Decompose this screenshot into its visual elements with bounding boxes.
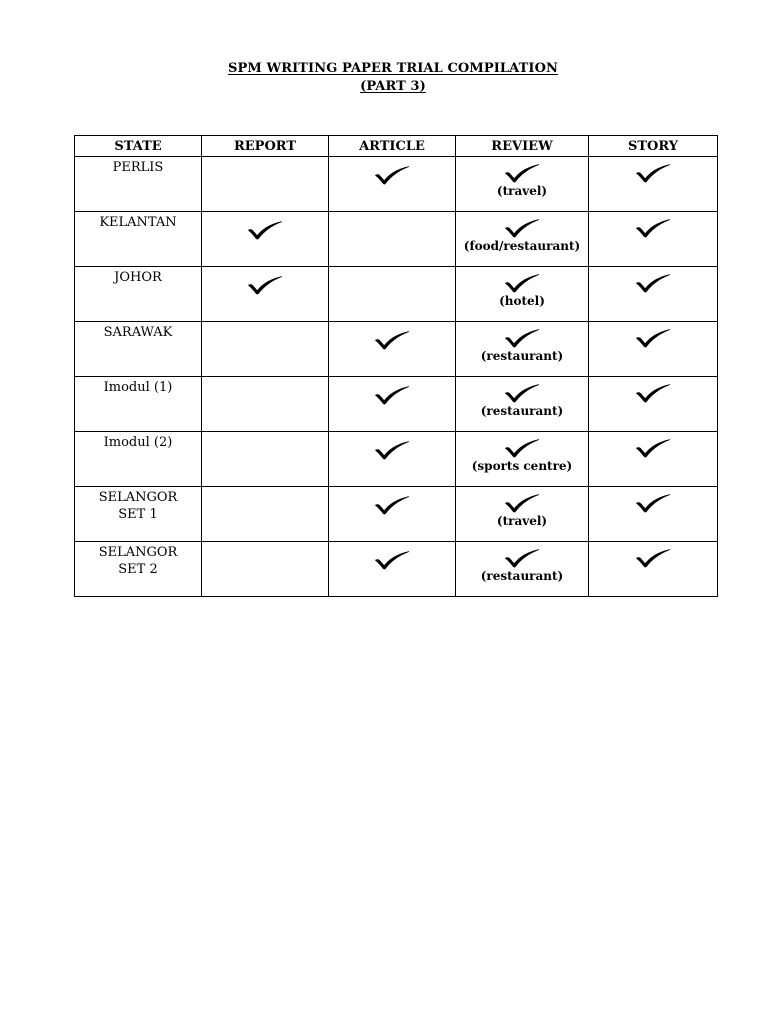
checkmark-icon: [374, 495, 410, 515]
review-note: (travel): [496, 514, 548, 528]
checkmark-icon: [504, 273, 540, 293]
article-cell: [329, 377, 456, 432]
table-row: [75, 322, 718, 377]
report-cell: [202, 377, 329, 432]
story-cell: [589, 322, 718, 377]
article-cell: [329, 212, 456, 267]
column-header-article: ARTICLE: [329, 136, 456, 157]
compilation-table: [74, 135, 718, 597]
checkmark-icon: [374, 440, 410, 460]
story-cell: [589, 487, 718, 542]
state-cell: [75, 157, 202, 212]
checkmark-icon: [504, 383, 540, 403]
column-header-state: STATE: [75, 136, 202, 157]
review-note: (restaurant): [480, 404, 564, 418]
checkmark-icon: [504, 438, 540, 458]
checkmark-icon: [635, 273, 671, 293]
article-cell: [329, 157, 456, 212]
review-cell: [456, 212, 589, 267]
table-row: [75, 267, 718, 322]
state-label: PERLIS: [112, 160, 164, 175]
checkmark-icon: [635, 218, 671, 238]
column-header-story: STORY: [589, 136, 718, 157]
story-cell: [589, 542, 718, 597]
article-cell: [329, 267, 456, 322]
column-header-report: REPORT: [202, 136, 329, 157]
table-header-row: [75, 136, 718, 157]
table-row: [75, 212, 718, 267]
review-note: (travel): [496, 184, 548, 198]
article-cell: [329, 322, 456, 377]
article-cell: [329, 542, 456, 597]
review-cell: [456, 157, 589, 212]
checkmark-icon: [374, 330, 410, 350]
column-header-review: REVIEW: [456, 136, 589, 157]
checkmark-icon: [247, 220, 283, 240]
story-cell: [589, 212, 718, 267]
story-cell: [589, 267, 718, 322]
checkmark-icon: [374, 550, 410, 570]
checkmark-icon: [374, 165, 410, 185]
checkmark-icon: [635, 438, 671, 458]
checkmark-icon: [635, 163, 671, 183]
review-cell: [456, 487, 589, 542]
report-cell: [202, 267, 329, 322]
report-cell: [202, 487, 329, 542]
report-cell: [202, 322, 329, 377]
review-cell: [456, 267, 589, 322]
review-cell: [456, 322, 589, 377]
state-cell: [75, 322, 202, 377]
review-note: (sports centre): [471, 459, 573, 473]
state-label: KELANTAN: [99, 215, 177, 230]
state-cell: [75, 432, 202, 487]
article-cell: [329, 487, 456, 542]
article-cell: [329, 432, 456, 487]
report-cell: [202, 212, 329, 267]
state-cell: [75, 487, 202, 542]
state-label: Imodul (2): [103, 435, 173, 450]
checkmark-icon: [504, 328, 540, 348]
checkmark-icon: [504, 493, 540, 513]
checkmark-icon: [635, 383, 671, 403]
state-cell: [75, 542, 202, 597]
state-label: SELANGOR SET 1: [98, 490, 178, 522]
document-title: SPM WRITING PAPER TRIAL COMPILATION: [228, 61, 558, 76]
state-cell: [75, 267, 202, 322]
table-row: [75, 487, 718, 542]
report-cell: [202, 157, 329, 212]
document-subtitle: (PART 3): [360, 79, 426, 94]
story-cell: [589, 432, 718, 487]
state-label: Imodul (1): [103, 380, 173, 395]
state-label: SARAWAK: [103, 325, 173, 340]
review-note: (restaurant): [480, 569, 564, 583]
story-cell: [589, 157, 718, 212]
review-cell: [456, 432, 589, 487]
report-cell: [202, 432, 329, 487]
table-row: [75, 157, 718, 212]
checkmark-icon: [247, 275, 283, 295]
checkmark-icon: [504, 163, 540, 183]
state-cell: [75, 377, 202, 432]
story-cell: [589, 377, 718, 432]
table-row: [75, 377, 718, 432]
checkmark-icon: [504, 548, 540, 568]
table-row: [75, 542, 718, 597]
state-label: JOHOR: [114, 270, 162, 285]
review-note: (food/restaurant): [463, 239, 581, 253]
table-row: [75, 432, 718, 487]
checkmark-icon: [504, 218, 540, 238]
state-cell: [75, 212, 202, 267]
checkmark-icon: [374, 385, 410, 405]
table-body: [75, 157, 718, 597]
checkmark-icon: [635, 493, 671, 513]
report-cell: [202, 542, 329, 597]
checkmark-icon: [635, 548, 671, 568]
review-note: (restaurant): [480, 349, 564, 363]
state-label: SELANGOR SET 2: [98, 545, 178, 577]
review-note: (hotel): [499, 294, 545, 308]
review-cell: [456, 542, 589, 597]
checkmark-icon: [635, 328, 671, 348]
review-cell: [456, 377, 589, 432]
